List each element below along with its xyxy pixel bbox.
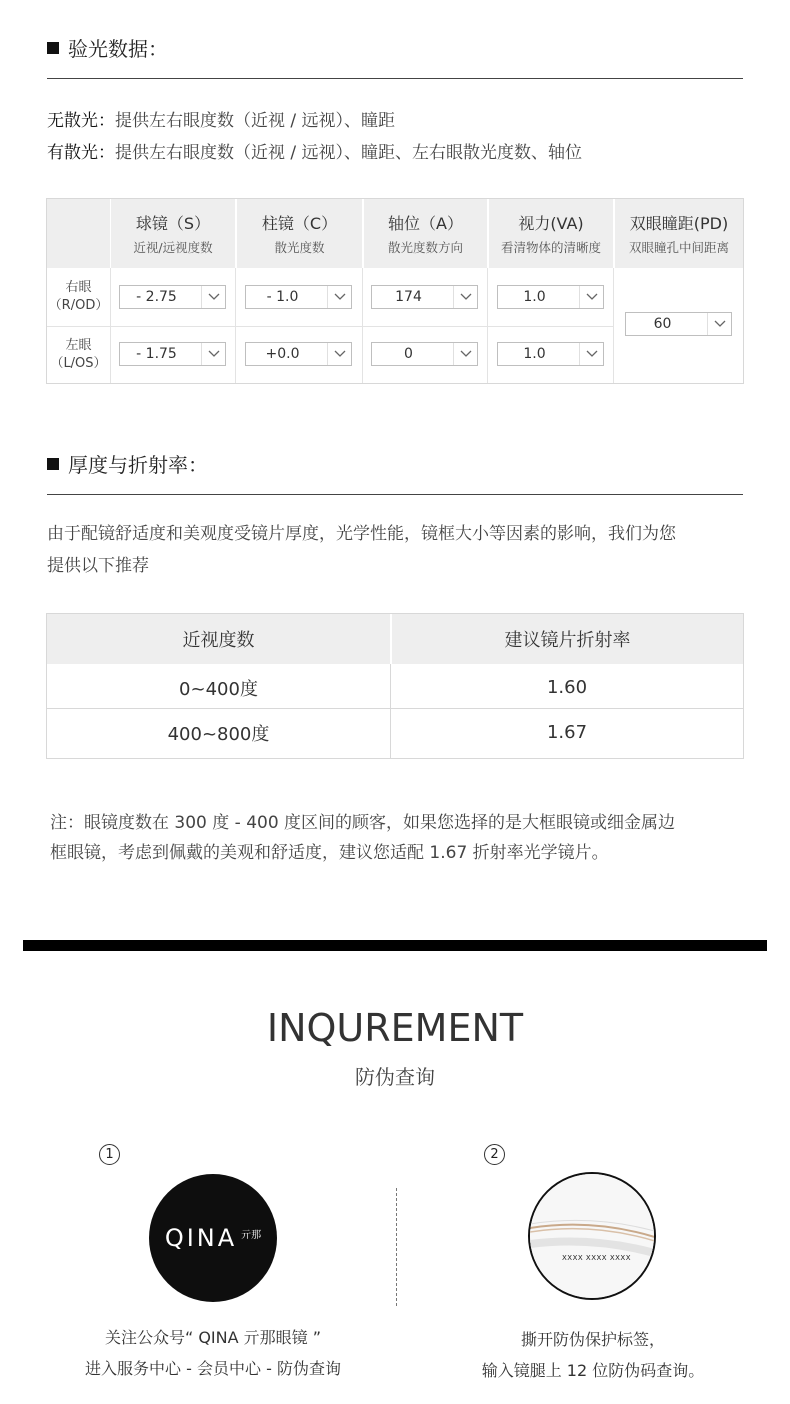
table-cell: 400~800度	[167, 723, 270, 745]
note-text: 注：眼镜度数在 300 度 - 400 度区间的顾客，如果您选择的是大框眼镜或细金属边 框眼镜，考虑到佩戴的美观和舒适度，建议您适配 1.67 折射率光学镜片。	[50, 813, 676, 863]
optometry-table	[46, 198, 744, 384]
grid-line	[613, 268, 614, 383]
inquirement-subtitle: 防伪查询	[355, 1065, 435, 1089]
section-bar-divider	[23, 940, 767, 951]
chevron-down-icon	[579, 343, 603, 365]
header-cylinder: 柱镜（C） 散光度数	[237, 199, 362, 268]
header-sphere: 球镜（S） 近视/远视度数	[111, 199, 235, 268]
step1-caption: 关注公众号“ QINA 亓那眼镜 ” 进入服务中心 - 会员中心 - 防伪查询	[85, 1328, 341, 1378]
right-sphere-select[interactable]: - 2.75	[119, 285, 226, 309]
chevron-down-icon	[579, 286, 603, 308]
divider	[47, 78, 743, 79]
no-astigmatism-line: 无散光：提供左右眼度数（近视 / 远视）、瞳距	[47, 111, 396, 131]
security-code-text: XXXX XXXX XXXX	[562, 1254, 631, 1262]
table-header-empty	[47, 199, 110, 268]
grid-line	[390, 614, 392, 664]
pd-select[interactable]: 60	[625, 312, 732, 336]
chevron-down-icon	[201, 286, 225, 308]
table-cell: 1.60	[546, 677, 588, 698]
header-axis: 轴位（A） 散光度数方向	[364, 199, 487, 268]
square-bullet-icon	[47, 458, 59, 470]
chevron-down-icon	[453, 343, 477, 365]
grid-line	[47, 326, 613, 327]
qina-logo: QINA 亓那	[149, 1174, 277, 1302]
header-myopia-degree: 近视度数	[47, 614, 390, 664]
right-eye-label: 右眼 （R/OD）	[48, 280, 109, 313]
chevron-down-icon	[327, 286, 351, 308]
astigmatism-line: 有散光：提供左右眼度数（近视 / 远视）、瞳距、左右眼散光度数、轴位	[47, 143, 583, 163]
step-number-2: 2	[484, 1144, 505, 1165]
security-label-image	[528, 1172, 656, 1300]
left-sphere-select[interactable]: - 1.75	[119, 342, 226, 366]
right-va-select[interactable]: 1.0	[497, 285, 604, 309]
step2-caption: 撕开防伪保护标签， 输入镜腿上 12 位防伪码查询。	[481, 1330, 705, 1380]
step-number-1: 1	[99, 1144, 120, 1165]
left-va-select[interactable]: 1.0	[497, 342, 604, 366]
chevron-down-icon	[453, 286, 477, 308]
chevron-down-icon	[201, 343, 225, 365]
refraction-table	[46, 613, 744, 759]
divider	[47, 494, 743, 495]
header-refractive-index: 建议镜片折射率	[392, 614, 743, 664]
intro-text-line1: 由于配镜舒适度和美观度受镜片厚度，光学性能，镜框大小等因素的影响，我们为您	[47, 524, 676, 544]
left-cylinder-select[interactable]: +0.0	[245, 342, 352, 366]
dashed-divider	[396, 1188, 397, 1306]
header-pd: 双眼瞳距(PD) 双眼瞳孔中间距离	[615, 199, 743, 268]
left-eye-label: 左眼 （L/OS）	[50, 338, 107, 371]
table-cell: 0~400度	[179, 678, 258, 700]
left-axis-select[interactable]: 0	[371, 342, 478, 366]
inquirement-title: INQUREMENT	[266, 1006, 524, 1050]
square-bullet-icon	[47, 42, 59, 54]
section-title-optometry: 验光数据：	[47, 33, 168, 62]
right-cylinder-select[interactable]: - 1.0	[245, 285, 352, 309]
table-cell: 1.67	[546, 722, 588, 743]
chevron-down-icon	[327, 343, 351, 365]
intro-text-line2: 提供以下推荐	[47, 556, 149, 576]
header-va: 视力(VA) 看清物体的清晰度	[489, 199, 613, 268]
section-title-thickness: 厚度与折射率：	[47, 449, 208, 478]
right-axis-select[interactable]: 174	[371, 285, 478, 309]
temple-label-icon	[530, 1174, 656, 1300]
chevron-down-icon	[707, 313, 731, 335]
